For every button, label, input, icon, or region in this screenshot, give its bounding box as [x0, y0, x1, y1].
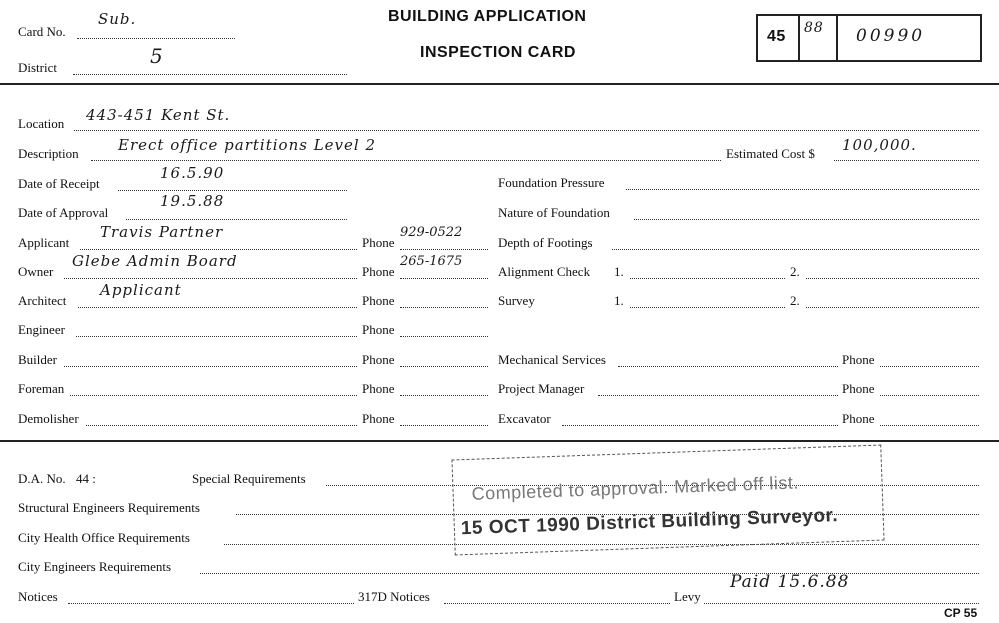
ref-part3: 00990	[856, 26, 926, 46]
engineer-phone-line	[400, 336, 488, 337]
nature-foundation-label: Nature of Foundation	[498, 205, 610, 220]
architect-line	[78, 307, 357, 308]
applicant-line	[80, 249, 357, 250]
date-approval-line	[126, 219, 347, 220]
notices-label: Notices	[18, 589, 58, 604]
alignment-1-line	[630, 278, 785, 279]
applicant-value: Travis Partner	[100, 223, 224, 241]
builder-label: Builder	[18, 352, 57, 367]
estimated-cost-value: 100,000.	[842, 136, 917, 154]
engineer-line	[76, 336, 357, 337]
applicant-label: Applicant	[18, 235, 70, 250]
stamp-line2: 15 OCT 1990 District Building Surveyor.	[460, 505, 839, 540]
mechanical-label: Mechanical Services	[498, 352, 606, 367]
notices-line	[68, 603, 354, 604]
architect-phone-label: Phone	[362, 293, 395, 308]
architect-value: Applicant	[100, 281, 182, 299]
demolisher-phone-line	[400, 425, 488, 426]
excavator-line	[562, 425, 838, 426]
applicant-phone-value: 929-0522	[400, 225, 463, 240]
alignment-check-label: Alignment Check	[498, 264, 591, 279]
levy-value: Paid 15.6.88	[730, 572, 850, 592]
title-line2: INSPECTION CARD	[420, 44, 576, 61]
alignment-2-label: 2.	[790, 264, 800, 279]
owner-value: Glebe Admin Board	[72, 252, 238, 270]
location-label: Location	[18, 116, 65, 131]
applicant-phone-label: Phone	[362, 235, 395, 250]
stamp-line1: Completed to approval. Marked off list.	[471, 472, 800, 504]
description-line	[91, 160, 721, 161]
owner-phone-value: 265-1675	[400, 254, 463, 269]
header-rule	[0, 83, 999, 85]
nature-foundation-line	[634, 219, 979, 220]
mechanical-line	[618, 366, 838, 367]
foreman-phone-label: Phone	[362, 381, 395, 396]
requirements-rule	[0, 440, 999, 442]
excavator-phone-line	[880, 425, 979, 426]
excavator-label: Excavator	[498, 411, 551, 426]
foundation-pressure-line	[626, 189, 979, 190]
foundation-pressure-label: Foundation Pressure	[498, 175, 605, 190]
foreman-phone-line	[400, 395, 488, 396]
card-no-label: Card No.	[18, 24, 66, 39]
da-no-value: 44 :	[76, 471, 96, 486]
excavator-phone-label: Phone	[842, 411, 875, 426]
depth-footings-line	[612, 249, 979, 250]
builder-line	[64, 366, 357, 367]
foreman-line	[70, 395, 357, 396]
reference-number-box	[756, 14, 982, 62]
alignment-2-line	[806, 278, 979, 279]
location-line	[74, 130, 979, 131]
da-no-label: D.A. No.	[18, 471, 66, 486]
demolisher-label: Demolisher	[18, 411, 79, 426]
owner-phone-label: Phone	[362, 264, 395, 279]
survey-1-label: 1.	[614, 293, 624, 308]
levy-line	[704, 603, 979, 604]
card-no-line	[77, 38, 235, 39]
special-requirements-label: Special Requirements	[192, 471, 306, 486]
notices-317d-line	[444, 603, 670, 604]
estimated-cost-line	[834, 160, 979, 161]
ref-part2: 88	[804, 20, 824, 36]
survey-label: Survey	[498, 293, 535, 308]
form-code: CP 55	[944, 606, 978, 620]
project-manager-label: Project Manager	[498, 381, 585, 396]
description-label: Description	[18, 146, 79, 161]
architect-phone-line	[400, 307, 488, 308]
date-receipt-label: Date of Receipt	[18, 176, 100, 191]
demolisher-phone-label: Phone	[362, 411, 395, 426]
engineer-phone-label: Phone	[362, 322, 395, 337]
district-line	[73, 74, 347, 75]
structural-label: Structural Engineers Requirements	[18, 500, 200, 515]
date-approval-label: Date of Approval	[18, 205, 109, 220]
district-value: 5	[150, 44, 164, 68]
date-receipt-line	[118, 190, 347, 191]
builder-phone-line	[400, 366, 488, 367]
levy-label: Levy	[674, 589, 701, 604]
ref-divider-1	[798, 16, 800, 60]
project-manager-line	[598, 395, 838, 396]
applicant-phone-line	[400, 249, 488, 250]
alignment-1-label: 1.	[614, 264, 624, 279]
approval-stamp	[451, 445, 884, 556]
city-engineers-line	[200, 573, 979, 574]
notices-317d-label: 317D Notices	[358, 589, 430, 604]
engineer-label: Engineer	[18, 322, 65, 337]
description-value: Erect office partitions Level 2	[118, 136, 376, 154]
ref-part1: 45	[767, 28, 786, 45]
health-label: City Health Office Requirements	[18, 530, 190, 545]
project-manager-phone-label: Phone	[842, 381, 875, 396]
ref-divider-2	[836, 16, 838, 60]
location-value: 443-451 Kent St.	[86, 106, 231, 124]
date-receipt-value: 16.5.90	[160, 164, 225, 182]
project-manager-phone-line	[880, 395, 979, 396]
builder-phone-label: Phone	[362, 352, 395, 367]
mechanical-phone-label: Phone	[842, 352, 875, 367]
demolisher-line	[86, 425, 357, 426]
card-no-value: Sub.	[98, 10, 137, 28]
architect-label: Architect	[18, 293, 67, 308]
survey-2-label: 2.	[790, 293, 800, 308]
owner-line	[64, 278, 357, 279]
foreman-label: Foreman	[18, 381, 65, 396]
date-approval-value: 19.5.88	[160, 192, 225, 210]
owner-label: Owner	[18, 264, 54, 279]
survey-2-line	[806, 307, 979, 308]
title-line1: BUILDING APPLICATION	[388, 8, 587, 25]
city-engineers-label: City Engineers Requirements	[18, 559, 172, 574]
survey-1-line	[630, 307, 785, 308]
estimated-cost-label: Estimated Cost $	[726, 146, 815, 161]
mechanical-phone-line	[880, 366, 979, 367]
owner-phone-line	[400, 278, 488, 279]
depth-footings-label: Depth of Footings	[498, 235, 593, 250]
district-label: District	[18, 60, 57, 75]
